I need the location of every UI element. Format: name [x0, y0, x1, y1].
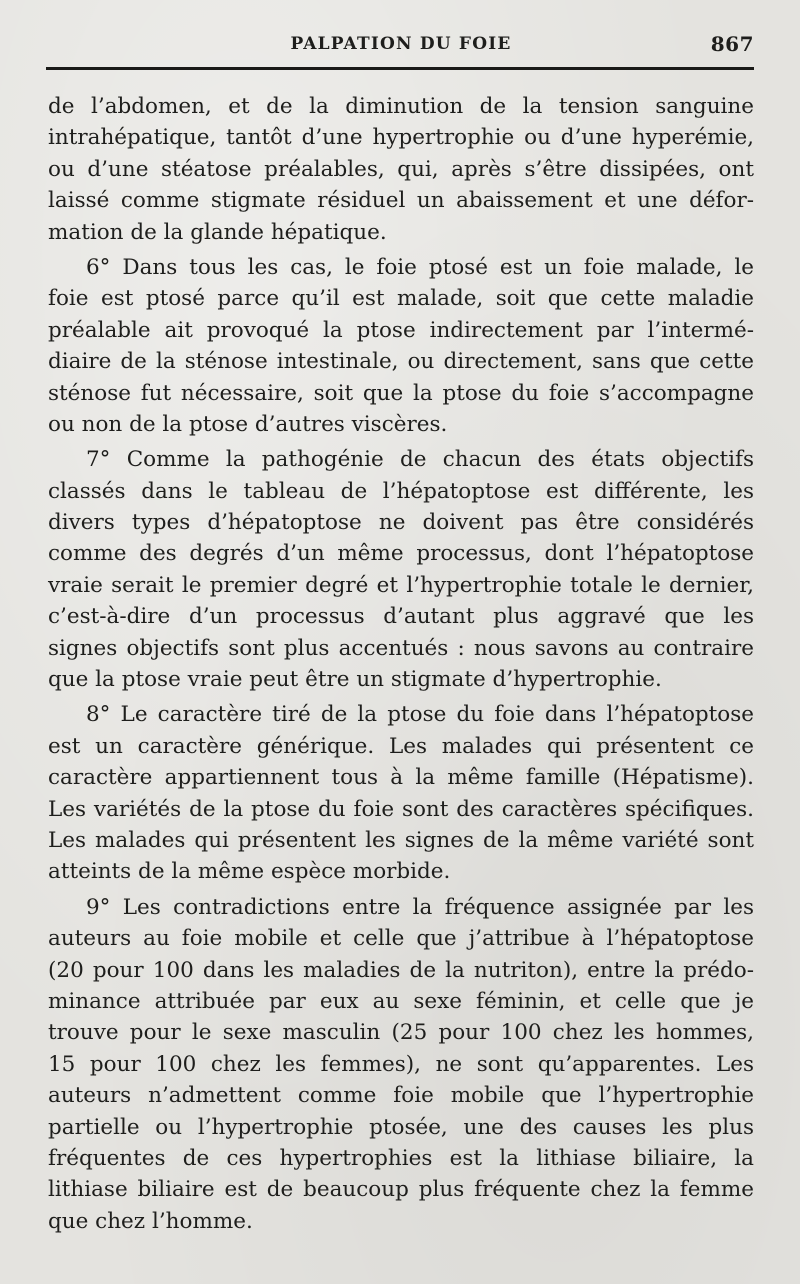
text-line: ou d’une stéatose préalables, qui, après s’être dissipées, ont [48, 156, 754, 182]
text-line: vraie serait le premier degré et l’hypertrophie totale le dernier, [48, 572, 754, 598]
text-line: classés dans le tableau de l’hépatoptose est différente, les [48, 478, 754, 504]
text-line: que la ptose vraie peut être un stigmate d’hypertrophie. [48, 667, 662, 693]
text-line: fréquentes de ces hypertrophies est la lithiase biliaire, la [48, 1145, 754, 1171]
text-line: ou non de la ptose d’autres viscères. [48, 411, 448, 437]
paragraph [48, 252, 754, 440]
header-rule [46, 67, 754, 70]
text-line: 15 pour 100 chez les femmes), ne sont qu’apparentes. Les [48, 1051, 754, 1077]
text-line: de l’abdomen, et de la diminution de la tension sanguine [48, 94, 754, 119]
paragraph [48, 699, 754, 887]
paragraph [48, 892, 754, 1237]
text-line: c’est-à-dire d’un processus d’autant plus aggravé que les [48, 604, 754, 630]
text-line: Les variétés de la ptose du foie sont des caractères spécifiques. [48, 796, 754, 822]
text-line: intrahépatique, tantôt d’une hypertrophie ou d’une hyperémie, [48, 125, 754, 151]
text-line: que chez l’homme. [48, 1208, 253, 1234]
text-line: 9° Les contradictions entre la fréquence assignée par les [86, 894, 754, 920]
text-line: diaire de la sténose intestinale, ou directement, sans que cette [48, 349, 754, 375]
paragraph [48, 444, 754, 695]
text-line: sténose fut nécessaire, soit que la ptose du foie s’accompagne [48, 380, 754, 406]
text-line: 7° Comme la pathogénie de chacun des états objectifs [86, 447, 754, 473]
text-line: préalable ait provoqué la ptose indirectement par l’intermé- [48, 317, 754, 343]
text-line: caractère appartiennent tous à la même famille (Hépatisme). [48, 765, 754, 791]
text-line: auteurs au foie mobile et celle que j’attribue à l’hépatoptose [48, 926, 754, 952]
text-line: minance attribuée par eux au sexe féminin, et celle que je [48, 988, 754, 1014]
text-line: 6° Dans tous les cas, le foie ptosé est un foie malade, le [86, 254, 754, 280]
page-number: 867 [710, 32, 754, 56]
body-text [48, 91, 754, 1237]
text-line: laissé comme stigmate résiduel un abaissement et une défor- [48, 188, 754, 214]
text-line: signes objectifs sont plus accentués : nous savons au contraire [48, 635, 754, 661]
paragraph [48, 91, 754, 248]
text-line: comme des degrés d’un même processus, dont l’hépatoptose [48, 541, 754, 567]
text-line: trouve pour le sexe masculin (25 pour 100 chez les hommes, [48, 1020, 754, 1046]
text-line: mation de la glande hépatique. [48, 219, 387, 245]
text-line: partielle ou l’hypertrophie ptosée, une des causes les plus [48, 1114, 754, 1140]
text-line: 8° Le caractère tiré de la ptose du foie dans l’hépatoptose [86, 702, 754, 728]
text-line: lithiase biliaire est de beaucoup plus fréquente chez la femme [48, 1177, 754, 1203]
text-line: atteints de la même espèce morbide. [48, 859, 451, 885]
text-line: (20 pour 100 dans les maladies de la nutriton), entre la prédo- [48, 957, 754, 983]
text-line: foie est ptosé parce qu’il est malade, soit que cette maladie [48, 286, 754, 312]
text-line: Les malades qui présentent les signes de la même variété sont [48, 827, 754, 853]
text-line: est un caractère générique. Les malades qui présentent ce [48, 733, 754, 759]
text-line: auteurs n’admettent comme foie mobile que l’hypertrophie [48, 1083, 754, 1109]
text-line: divers types d’hépatoptose ne doivent pas être considérés [48, 510, 754, 536]
page-header [48, 28, 754, 68]
running-title: PALPATION DU FOIE [290, 34, 512, 54]
